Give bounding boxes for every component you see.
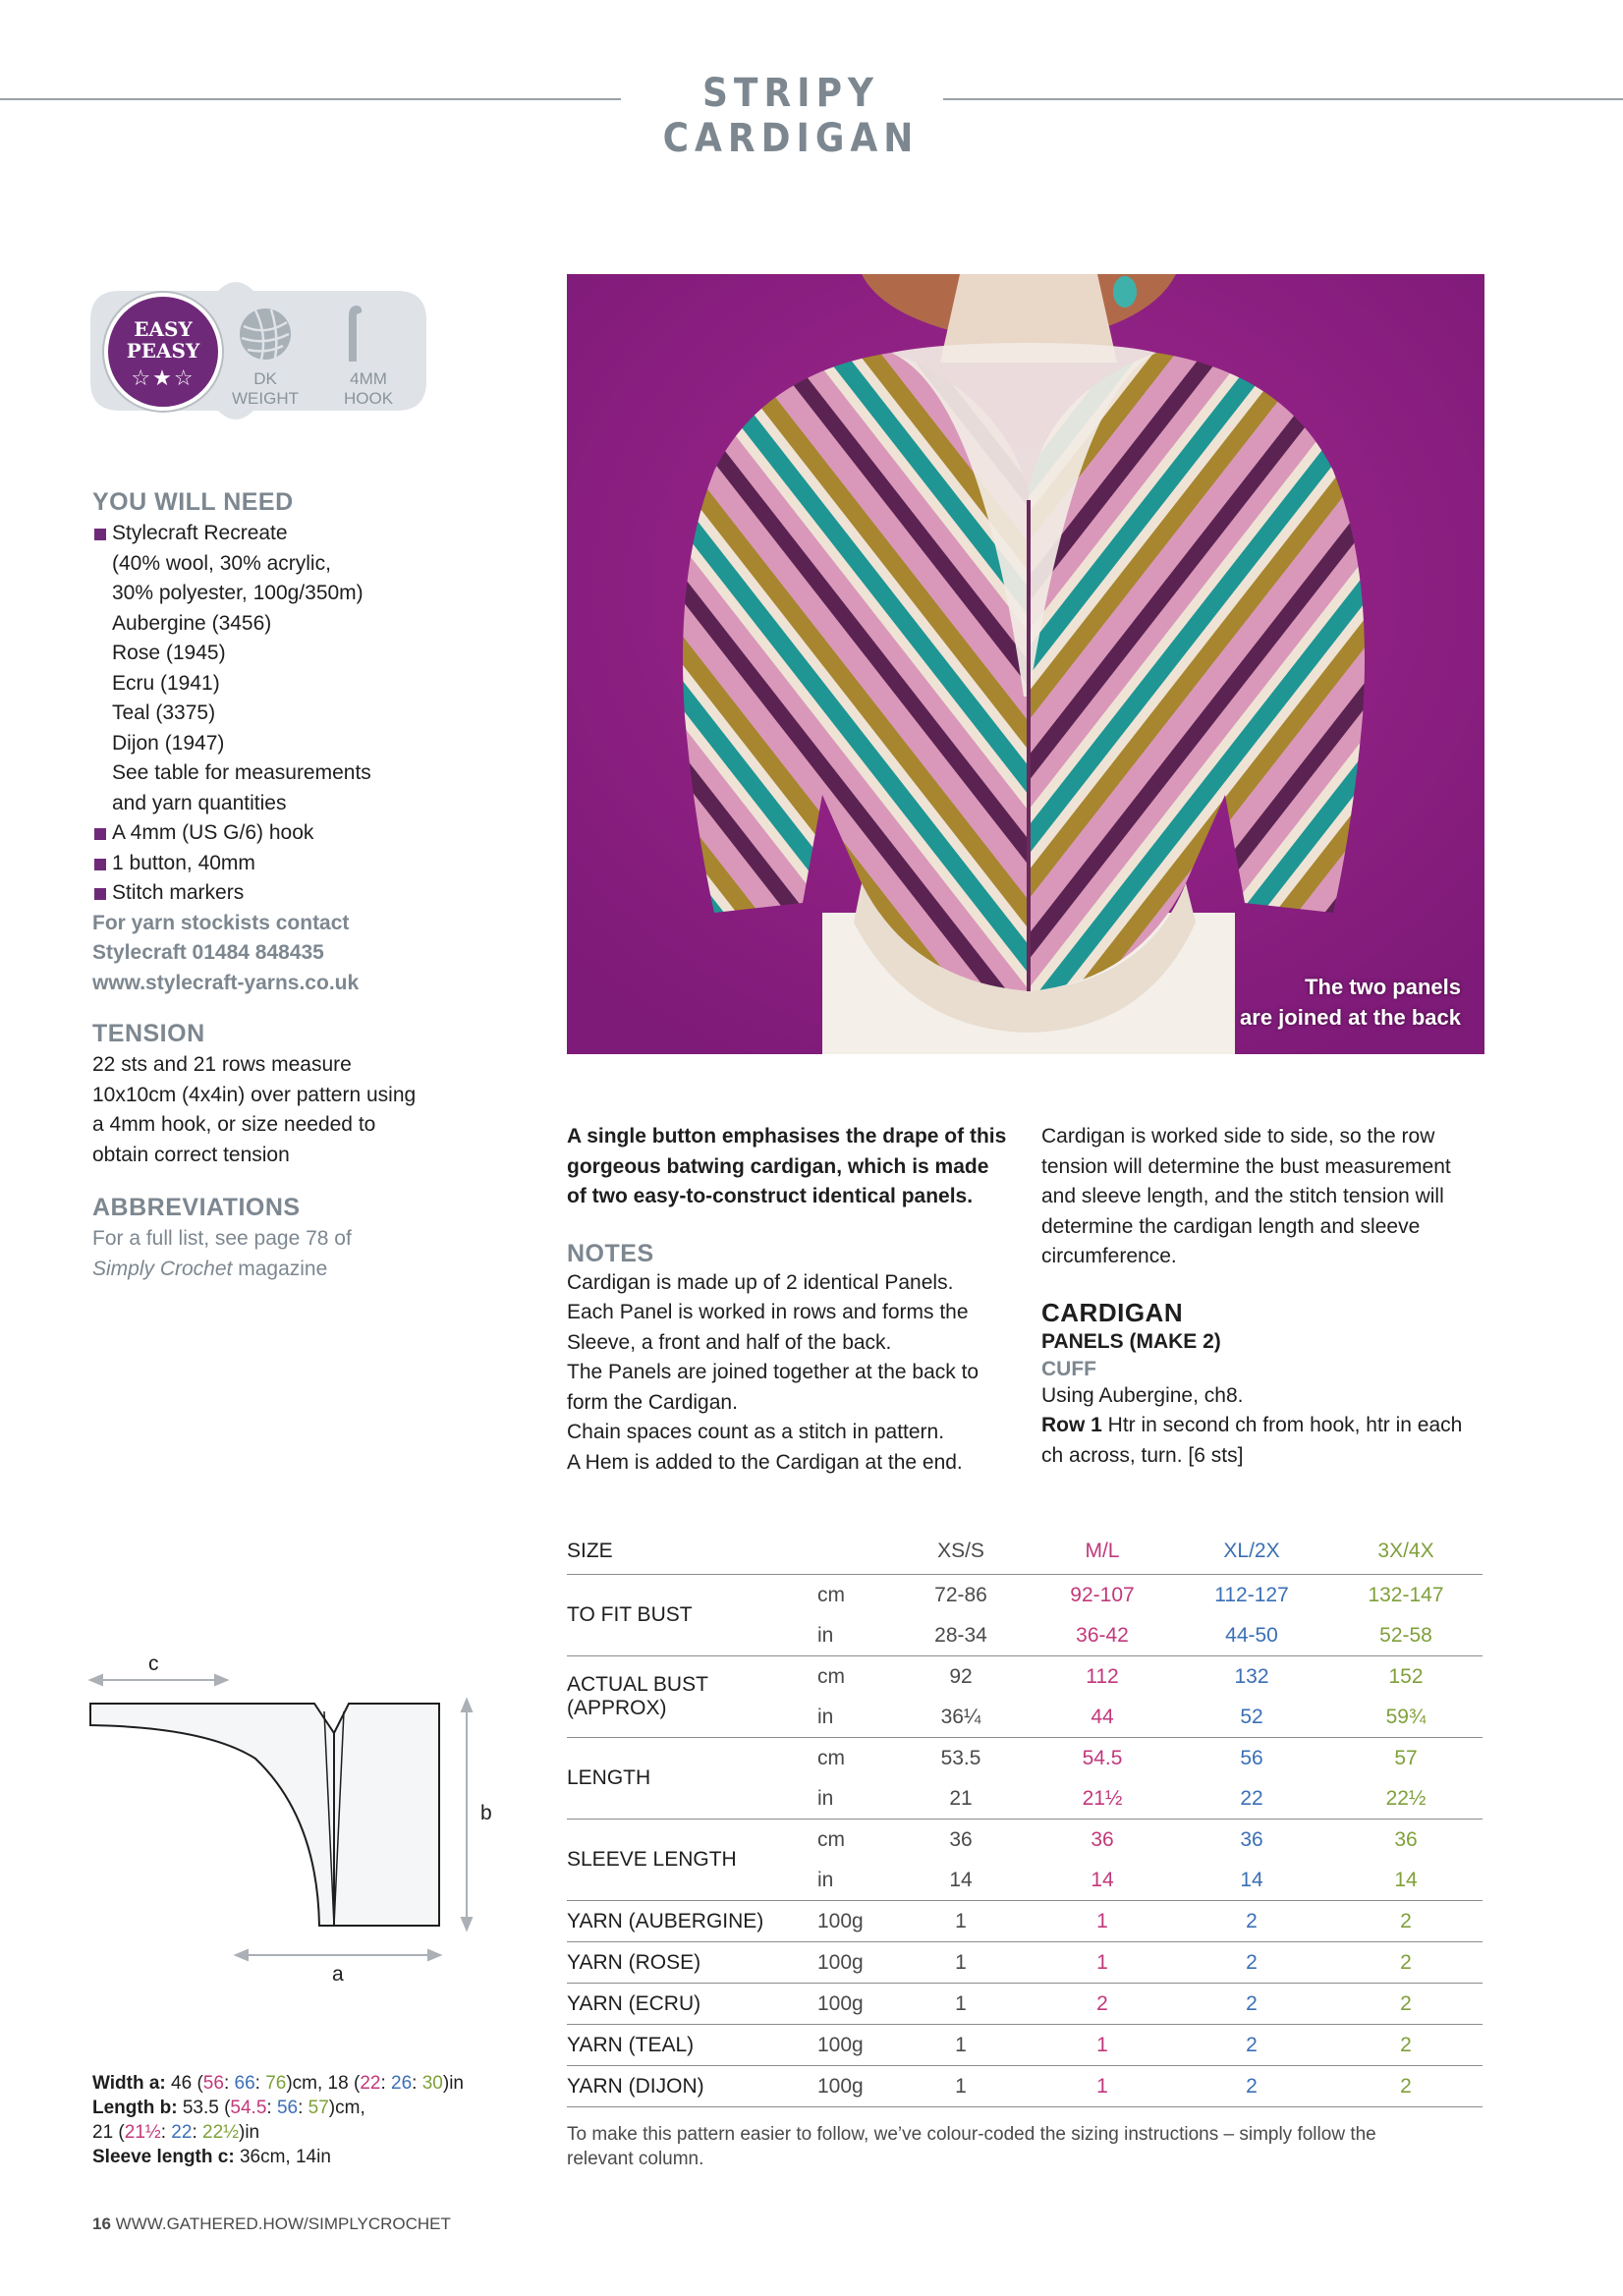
intro-continued: Cardigan is worked side to side, so the row tension will determine the bust measurement and sleeve length, and the stitch tension will determine the cardigan length and sleeve circumference. <box>1041 1125 1451 1267</box>
badge-peasy-text: PEASY <box>126 339 200 363</box>
dk-weight-label: DK WEIGHT <box>232 369 299 408</box>
value-cell: 14 <box>1031 1860 1174 1901</box>
unit-cell: in <box>817 1860 891 1901</box>
value-cell: 52 <box>1174 1697 1329 1738</box>
yarn-row <box>567 1942 1483 1984</box>
stockist-phone: Stylecraft 01484 848435 <box>92 941 324 964</box>
cuff-instructions: Using Aubergine, ch8. Row 1 Htr in second ch from hook, htr in each ch across, turn. [6 sts] <box>1041 1383 1463 1467</box>
size-xl-2x-header: XL/2X <box>1174 1529 1329 1575</box>
unit-cell: 100g <box>817 2066 891 2107</box>
value-cell: 1 <box>1031 2025 1174 2066</box>
value-cell: 21 <box>891 1778 1031 1820</box>
value-cell: 132 <box>1234 1664 1269 1688</box>
sleeve-length-line: Sleeve length c: 36cm, 14in <box>92 2147 331 2167</box>
value-cell: 1 <box>1031 1901 1174 1942</box>
value-cell: 14 <box>1329 1860 1483 1901</box>
difficulty-stars-icon: ☆★☆ <box>131 365 196 390</box>
value-cell: 1 <box>891 2066 1031 2107</box>
instructions-column <box>1041 1122 1493 1471</box>
value-cell: 57 <box>1394 1746 1418 1769</box>
hook-item: A 4mm (US G/6) hook <box>92 818 485 849</box>
value-cell: 56 <box>1240 1746 1263 1769</box>
unit-cell: 100g <box>817 1984 891 2025</box>
size-table <box>567 1529 1483 2107</box>
size-table-header <box>567 1529 1483 1575</box>
cardigan-illustration <box>567 274 1484 1054</box>
unit-cell: 100g <box>817 2025 891 2066</box>
value-cell: 53.5 <box>940 1746 981 1769</box>
value-cell: 1 <box>1031 2066 1174 2107</box>
panels-heading: PANELS (MAKE 2) <box>1041 1329 1221 1353</box>
4mm-hook-label: 4MM HOOK <box>343 369 394 408</box>
value-cell: 112 <box>1086 1664 1119 1688</box>
yarn-detail: 30% polyester, 100g/350m) <box>112 582 364 604</box>
value-cell: 36 <box>949 1827 973 1851</box>
abbreviations-text: For a full list, see page 78 of Simply Crochet magazine <box>92 1227 352 1280</box>
measurement-row <box>567 1575 1483 1616</box>
photo-caption: The two panels are joined at the back <box>1240 975 1461 1030</box>
value-cell: 2 <box>1174 2066 1329 2107</box>
measurement-label: TO FIT BUST <box>567 1575 817 1656</box>
page-footer <box>92 2214 451 2234</box>
unit-cell: 100g <box>817 1942 891 1984</box>
yarn-colour: Rose (1945) <box>112 642 226 664</box>
unit-cell: in <box>817 1697 891 1738</box>
cardigan-heading: CARDIGAN <box>1041 1297 1184 1327</box>
value-cell: 2 <box>1329 2025 1483 2066</box>
yarn-rows <box>567 1901 1483 2107</box>
size-xs-s-header: XS/S <box>891 1529 1031 1575</box>
size-m-l-header: M/L <box>1031 1529 1174 1575</box>
value-cell: 2 <box>1329 1942 1483 1984</box>
unit-cell: cm <box>817 1827 845 1851</box>
magazine-title: Simply Crochet <box>92 1257 233 1280</box>
easy-peasy-seal <box>104 293 222 411</box>
unit-cell: cm <box>817 1583 845 1606</box>
value-cell: 112-127 <box>1214 1583 1289 1606</box>
value-cell: 132-147 <box>1368 1583 1444 1606</box>
yarn-label: YARN (ROSE) <box>567 1942 817 1984</box>
notes-text: Cardigan is made up of 2 identical Panels. Each Panel is worked in rows and forms the Sleeve, a front and half of the back. The Panels are joined together at the back to form the Cardigan. Chain spaces count as a stitch in pattern. A Hem is added to the Cardigan at the end. <box>567 1270 979 1474</box>
yarn-ball-icon <box>238 307 293 362</box>
value-cell: 54.5 <box>1082 1746 1123 1769</box>
yarn-colour: Ecru (1941) <box>112 671 220 695</box>
button-item: 1 button, 40mm <box>92 849 485 879</box>
yarn-colour: Teal (3375) <box>112 701 216 724</box>
header-rule-left <box>0 98 621 100</box>
stockist-website-link[interactable]: www.stylecraft-yarns.co.uk <box>92 971 360 994</box>
value-cell: 59¾ <box>1329 1697 1483 1738</box>
value-cell: 2 <box>1031 1984 1174 2025</box>
badge-easy-text: EASY <box>134 317 193 341</box>
measurement-rows <box>567 1575 1483 1901</box>
value-cell: 14 <box>891 1860 1031 1901</box>
value-cell: 36-42 <box>1031 1615 1174 1656</box>
yarn-colour: Aubergine (3456) <box>112 611 272 635</box>
diagram-label-c: c <box>148 1652 159 1675</box>
yarn-label: YARN (TEAL) <box>567 2025 817 2066</box>
unit-cell: cm <box>817 1664 845 1688</box>
value-cell: 52-58 <box>1329 1615 1483 1656</box>
schematic-diagram <box>79 1651 511 1985</box>
value-cell: 44-50 <box>1174 1615 1329 1656</box>
yarn-detail: (40% wool, 30% acrylic, <box>112 551 331 575</box>
value-cell: 21½ <box>1031 1778 1174 1820</box>
row-1-label: Row 1 <box>1041 1414 1102 1436</box>
yarn-label: YARN (AUBERGINE) <box>567 1901 817 1942</box>
yarn-label: YARN (DIJON) <box>567 2066 817 2107</box>
size-header: SIZE <box>567 1529 817 1575</box>
value-cell: 36 <box>1240 1827 1263 1851</box>
footer-url-link[interactable]: WWW.GATHERED.HOW/SIMPLYCROCHET <box>115 2214 451 2233</box>
markers-item: Stitch markers <box>92 878 485 909</box>
yarn-detail: and yarn quantities <box>112 791 287 814</box>
yarn-item: Stylecraft Recreate <box>92 519 485 549</box>
yarn-label: YARN (ECRU) <box>567 1984 817 2025</box>
value-cell: 1 <box>891 2025 1031 2066</box>
page-title: STRIPY CARDIGAN <box>662 71 920 161</box>
abbreviations-heading: ABBREVIATIONS <box>92 1194 301 1221</box>
value-cell: 92-107 <box>1070 1583 1135 1606</box>
value-cell: 44 <box>1031 1697 1174 1738</box>
measurement-label: SLEEVE LENGTH <box>567 1820 817 1901</box>
notes-heading: NOTES <box>567 1239 654 1267</box>
value-cell: 2 <box>1329 1901 1483 1942</box>
measurement-label: LENGTH <box>567 1738 817 1820</box>
yarn-row <box>567 1901 1483 1942</box>
difficulty-badge <box>90 273 426 428</box>
value-cell: 1 <box>1031 1942 1174 1984</box>
diagram-label-b: b <box>480 1802 492 1824</box>
yarn-colour: Dijon (1947) <box>112 731 225 755</box>
value-cell: 1 <box>891 1901 1031 1942</box>
crochet-hook-icon <box>341 303 366 364</box>
stockist-contact: For yarn stockists contact <box>92 911 350 934</box>
intro-column <box>567 1122 1019 1478</box>
width-a-line: Width a: 46 (56: 66: 76)cm, 18 (22: 26: 30)in <box>92 2073 464 2094</box>
value-cell: 92 <box>949 1664 973 1688</box>
value-cell: 36 <box>1091 1827 1114 1851</box>
yarn-detail: See table for measurements <box>112 761 371 784</box>
header-rule-right <box>943 98 1623 100</box>
cardigan-photo <box>567 274 1484 1054</box>
tension-heading: TENSION <box>92 1020 205 1047</box>
unit-cell: cm <box>817 1746 845 1769</box>
value-cell: 1 <box>891 1984 1031 2025</box>
value-cell: 2 <box>1174 2025 1329 2066</box>
table-footnote: To make this pattern easier to follow, we’ve colour-coded the sizing instructions – simply follow the relevant column. <box>567 2124 1376 2169</box>
unit-cell: 100g <box>817 1901 891 1942</box>
value-cell: 22 <box>1174 1778 1329 1820</box>
value-cell: 14 <box>1174 1860 1329 1901</box>
value-cell: 28-34 <box>891 1615 1031 1656</box>
value-cell: 2 <box>1174 1901 1329 1942</box>
measurement-row <box>567 1738 1483 1779</box>
value-cell: 72-86 <box>934 1583 987 1606</box>
value-cell: 1 <box>891 1942 1031 1984</box>
measurement-row <box>567 1656 1483 1698</box>
diagram-label-a: a <box>332 1963 344 1986</box>
value-cell: 2 <box>1329 2066 1483 2107</box>
dimensions-text <box>92 2071 525 2169</box>
cuff-heading: CUFF <box>1041 1357 1096 1380</box>
value-cell: 36¼ <box>891 1697 1031 1738</box>
length-b-inches-line: 21 (21½: 22: 22½)in <box>92 2122 260 2143</box>
length-b-line: Length b: 53.5 (54.5: 56: 57)cm, <box>92 2098 365 2118</box>
value-cell: 152 <box>1388 1664 1424 1688</box>
size-3x-4x-header: 3X/4X <box>1329 1529 1483 1575</box>
measurement-label: ACTUAL BUST (APPROX) <box>567 1656 817 1738</box>
you-will-need-heading: YOU WILL NEED <box>92 488 294 516</box>
measurement-row <box>567 1820 1483 1861</box>
page-number: 16 <box>92 2214 111 2233</box>
yarn-row <box>567 2066 1483 2107</box>
yarn-row <box>567 2025 1483 2066</box>
intro-lead: A single button emphasises the drape of this gorgeous batwing cardigan, which is made of two easy-to-construct identical panels. <box>567 1125 1007 1207</box>
you-will-need-section <box>92 488 485 1284</box>
value-cell: 36 <box>1394 1827 1418 1851</box>
yarn-row <box>567 1984 1483 2025</box>
unit-cell: in <box>817 1615 891 1656</box>
value-cell: 2 <box>1174 1984 1329 2025</box>
unit-cell: in <box>817 1778 891 1820</box>
tension-text: 22 sts and 21 rows measure 10x10cm (4x4in) over pattern using a 4mm hook, or size needed to obtain correct tension <box>92 1053 417 1166</box>
value-cell: 2 <box>1329 1984 1483 2025</box>
value-cell: 2 <box>1174 1942 1329 1984</box>
value-cell: 22½ <box>1329 1778 1483 1820</box>
